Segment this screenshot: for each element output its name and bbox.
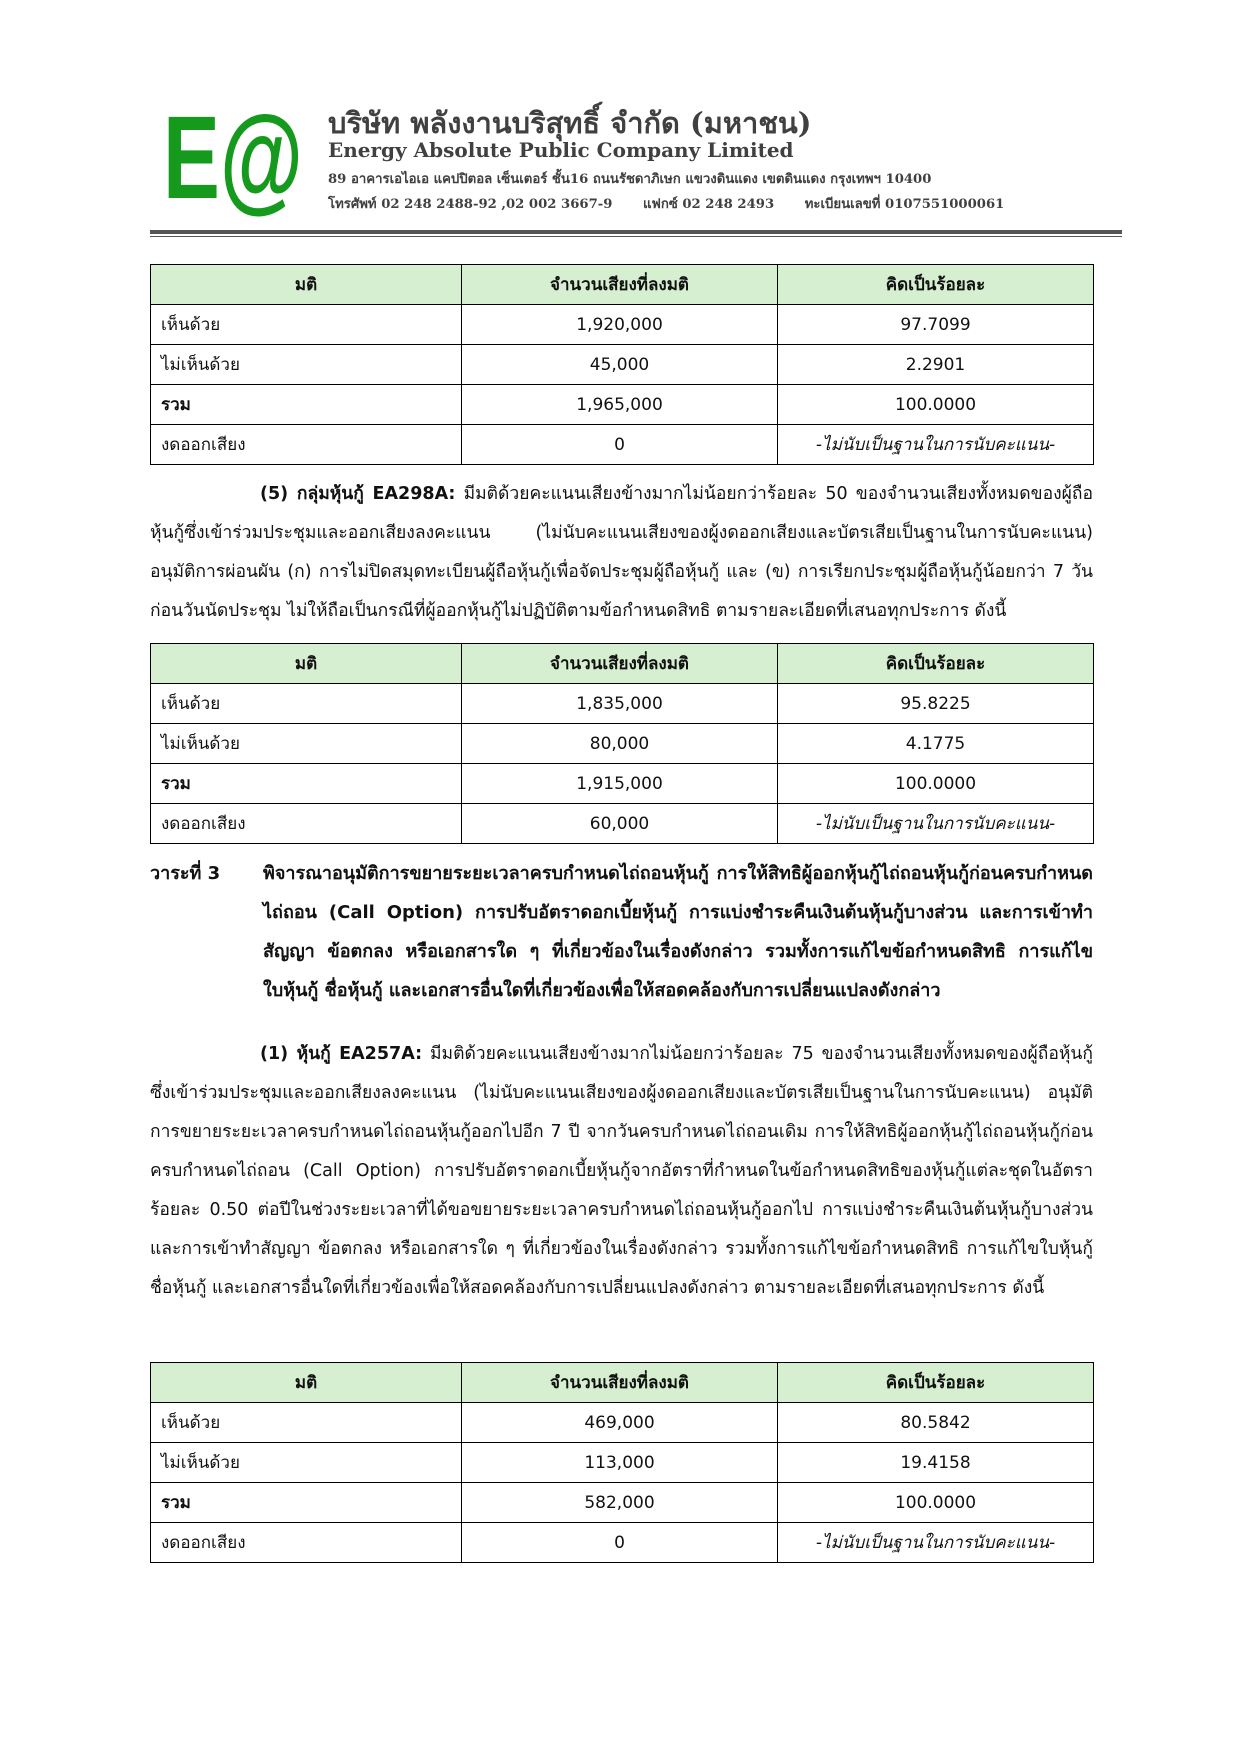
table-row bbox=[151, 1523, 1094, 1563]
row-label: ไม่เห็นด้วย bbox=[151, 345, 462, 385]
table-row bbox=[151, 684, 1094, 724]
row-percent: 95.8225 bbox=[778, 684, 1094, 724]
table-header-row bbox=[151, 265, 1094, 305]
table-header-row bbox=[151, 644, 1094, 684]
header-resolution: มติ bbox=[151, 644, 462, 684]
table-row bbox=[151, 425, 1094, 465]
row-votes: 60,000 bbox=[462, 804, 778, 844]
header-resolution: มติ bbox=[151, 1363, 462, 1403]
vote-table-1 bbox=[150, 264, 1094, 465]
row-percent: 80.5842 bbox=[778, 1403, 1094, 1443]
header-divider-thick bbox=[150, 230, 1122, 234]
table-row bbox=[151, 1443, 1094, 1483]
resolution-paragraph-ea298a bbox=[150, 475, 1093, 631]
paragraph-text: มีมติด้วยคะแนนเสียงข้างมากไม่น้อยกว่าร้อยละ 75 ของจำนวนเสียงทั้งหมดของผู้ถือหุ้นกู้ซึ่งเข้าร่วมประชุมและออกเสียงลงคะแนน (ไม่นับคะแนนเสียงของผู้งดออกเสียงและบัตรเสียเป็นฐานในการนับคะแนน) อนุมัติการขยายระยะเวลาครบกำหนดไถ่ถอนหุ้นกู้ออกไปอีก 7 ปี จากวันครบกำหนดไถ่ถอนเดิม การให้สิทธิผู้ออกหุ้นกู้ไถ่ถอนหุ้นกู้ก่อนครบกำหนดไถ่ถอน (Call Option) การปรับอัตราดอกเบี้ยหุ้นกู้จากอัตราที่กำหนดในข้อกำหนดสิทธิของหุ้นกู้แต่ละชุดในอัตราร้อยละ 0.50 ต่อปีในช่วงระยะเวลาที่ได้ขอขยายระยะเวลาครบกำหนดไถ่ถอนหุ้นกู้ออกไป การแบ่งชำระคืนเงินต้นหุ้นกู้บางส่วน และการเข้าทำสัญญา ข้อตกลง หรือเอกสารใด ๆ ที่เกี่ยวข้องในเรื่องดังกล่าว รวมทั้งการแก้ไขข้อกำหนดสิทธิ การแก้ไขใบหุ้นกู้ ชื่อหุ้นกู้ และเอกสารอื่นใดที่เกี่ยวข้องเพื่อให้สอดคล้องกับการเปลี่ยนแปลงดังกล่าว ตามรายละเอียดที่เสนอทุกประการ ดังนี้ bbox=[150, 1044, 1093, 1298]
header-resolution: มติ bbox=[151, 265, 462, 305]
paragraph-heading: (1) หุ้นกู้ EA257A: bbox=[260, 1044, 423, 1064]
row-votes: 1,920,000 bbox=[462, 305, 778, 345]
vote-table-3 bbox=[150, 1362, 1094, 1563]
vote-table-2 bbox=[150, 643, 1094, 844]
header-percent: คิดเป็นร้อยละ bbox=[778, 644, 1094, 684]
row-percent: 100.0000 bbox=[778, 1483, 1094, 1523]
row-votes: 582,000 bbox=[462, 1483, 778, 1523]
row-label: เห็นด้วย bbox=[151, 305, 462, 345]
row-label: เห็นด้วย bbox=[151, 1403, 462, 1443]
row-label: รวม bbox=[151, 385, 462, 425]
table-row-total bbox=[151, 764, 1094, 804]
fax-number: แฟกซ์ 02 248 2493 bbox=[643, 197, 775, 212]
row-percent: -ไม่นับเป็นฐานในการนับคะแนน- bbox=[778, 425, 1094, 465]
row-percent: 2.2901 bbox=[778, 345, 1094, 385]
company-name-thai: บริษัท พลังงานบริสุทธิ์ จำกัด (มหาชน) bbox=[328, 106, 812, 140]
header-votes: จำนวนเสียงที่ลงมติ bbox=[462, 644, 778, 684]
header-percent: คิดเป็นร้อยละ bbox=[778, 1363, 1094, 1403]
table-header-row bbox=[151, 1363, 1094, 1403]
row-votes: 80,000 bbox=[462, 724, 778, 764]
row-label: รวม bbox=[151, 764, 462, 804]
row-votes: 1,835,000 bbox=[462, 684, 778, 724]
resolution-paragraph-ea257a bbox=[150, 1035, 1093, 1308]
row-votes: 113,000 bbox=[462, 1443, 778, 1483]
row-percent: 100.0000 bbox=[778, 385, 1094, 425]
row-label: งดออกเสียง bbox=[151, 425, 462, 465]
table-row-total bbox=[151, 1483, 1094, 1523]
header-votes: จำนวนเสียงที่ลงมติ bbox=[462, 265, 778, 305]
company-logo bbox=[163, 92, 303, 224]
row-votes: 1,915,000 bbox=[462, 764, 778, 804]
table-row-total bbox=[151, 385, 1094, 425]
paragraph-text: มีมติด้วยคะแนนเสียงข้างมากไม่น้อยกว่าร้อยละ 50 ของจำนวนเสียงทั้งหมดของผู้ถือหุ้นกู้ซึ่งเข้าร่วมประชุมและออกเสียงลงคะแนน (ไม่นับคะแนนเสียงของผู้งดออกเสียงและบัตรเสียเป็นฐานในการนับคะแนน) อนุมัติการผ่อนผัน (ก) การไม่ปิดสมุดทะเบียนผู้ถือหุ้นกู้เพื่อจัดประชุมผู้ถือหุ้นกู้ และ (ข) การเรียกประชุมผู้ถือหุ้นกู้น้อยกว่า 7 วันก่อนวันนัดประชุม ไม่ให้ถือเป็นกรณีที่ผู้ออกหุ้นกู้ไม่ปฏิบัติตามข้อกำหนดสิทธิ ตามรายละเอียดที่เสนอทุกประการ ดังนี้ bbox=[150, 484, 1093, 621]
row-percent: -ไม่นับเป็นฐานในการนับคะแนน- bbox=[778, 1523, 1094, 1563]
header-votes: จำนวนเสียงที่ลงมติ bbox=[462, 1363, 778, 1403]
row-percent: 19.4158 bbox=[778, 1443, 1094, 1483]
logo-text: E@ bbox=[163, 92, 303, 224]
header-divider-thin bbox=[150, 236, 1122, 237]
row-percent: 97.7099 bbox=[778, 305, 1094, 345]
agenda-title: พิจารณาอนุมัติการขยายระยะเวลาครบกำหนดไถ่ถอนหุ้นกู้ การให้สิทธิผู้ออกหุ้นกู้ไถ่ถอนหุ้นกู้ก่อนครบกำหนดไถ่ถอน (Call Option) การปรับอัตราดอกเบี้ยหุ้นกู้ การแบ่งชำระคืนเงินต้นหุ้นกู้บางส่วน และการเข้าทำสัญญา ข้อตกลง หรือเอกสารใด ๆ ที่เกี่ยวข้องในเรื่องดังกล่าว รวมทั้งการแก้ไขข้อกำหนดสิทธิ การแก้ไขใบหุ้นกู้ ชื่อหุ้นกู้ และเอกสารอื่นใดที่เกี่ยวข้องเพื่อให้สอดคล้องกับการเปลี่ยนแปลงดังกล่าว bbox=[263, 863, 1093, 1001]
row-percent: 100.0000 bbox=[778, 764, 1094, 804]
row-label: งดออกเสียง bbox=[151, 1523, 462, 1563]
phone-number: โทรศัพท์ 02 248 2488-92 ,02 002 3667-9 bbox=[328, 197, 613, 212]
company-address: 89 อาคารเอไอเอ แคปปิตอล เซ็นเตอร์ ชั้น16 ถนนรัชดาภิเษก แขวงดินแดง เขตดินแดง กรุงเทพฯ 10400 bbox=[328, 172, 932, 187]
table-row bbox=[151, 1403, 1094, 1443]
row-label: รวม bbox=[151, 1483, 462, 1523]
row-label: ไม่เห็นด้วย bbox=[151, 1443, 462, 1483]
row-votes: 1,965,000 bbox=[462, 385, 778, 425]
row-label: งดออกเสียง bbox=[151, 804, 462, 844]
row-votes: 45,000 bbox=[462, 345, 778, 385]
row-label: ไม่เห็นด้วย bbox=[151, 724, 462, 764]
row-votes: 469,000 bbox=[462, 1403, 778, 1443]
row-votes: 0 bbox=[462, 1523, 778, 1563]
agenda-number: วาระที่ 3 bbox=[150, 863, 221, 884]
table-row bbox=[151, 345, 1094, 385]
row-percent: -ไม่นับเป็นฐานในการนับคะแนน- bbox=[778, 804, 1094, 844]
company-contact bbox=[328, 193, 1030, 214]
row-label: เห็นด้วย bbox=[151, 684, 462, 724]
company-name-english: Energy Absolute Public Company Limited bbox=[328, 138, 794, 162]
row-votes: 0 bbox=[462, 425, 778, 465]
table-row bbox=[151, 724, 1094, 764]
table-row bbox=[151, 305, 1094, 345]
table-row bbox=[151, 804, 1094, 844]
row-percent: 4.1775 bbox=[778, 724, 1094, 764]
paragraph-heading: (5) กลุ่มหุ้นกู้ EA298A: bbox=[260, 484, 456, 504]
header-percent: คิดเป็นร้อยละ bbox=[778, 265, 1094, 305]
registration-number: ทะเบียนเลขที่ 0107551000061 bbox=[804, 197, 1005, 212]
